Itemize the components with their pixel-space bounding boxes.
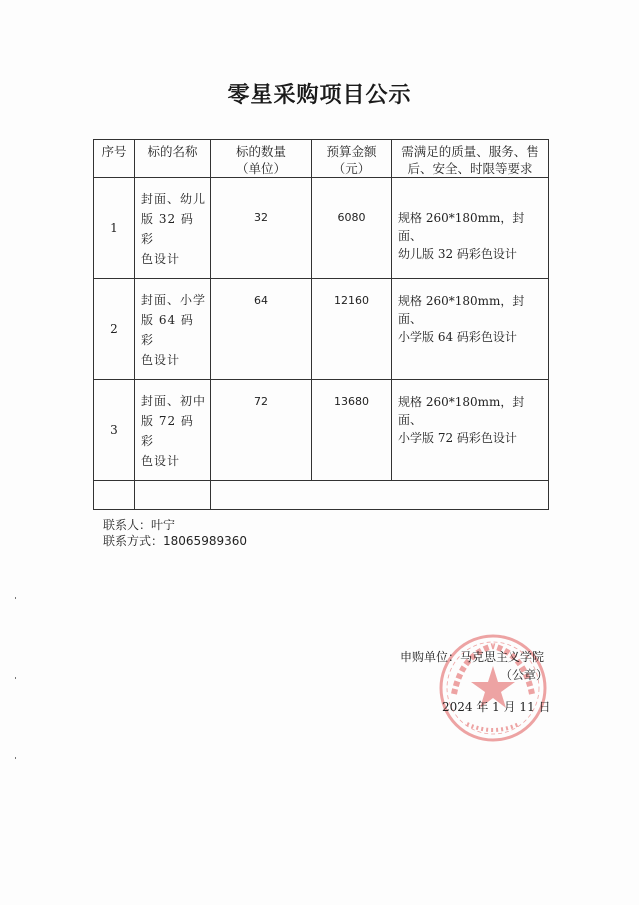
contact-person-name: 叶宁 [151, 518, 176, 532]
contact-person-label: 联系人： [103, 518, 152, 532]
row-requirements [392, 178, 549, 279]
header-requirements [392, 140, 549, 178]
row-budget: 6080 [312, 178, 392, 279]
row-item-name [135, 380, 211, 481]
item-name-line: 色设计 [141, 252, 181, 266]
row-requirements [392, 279, 549, 380]
table-row [94, 178, 549, 279]
table-row [94, 279, 549, 380]
header-requirements-line1: 需满足的质量、服务、售 [401, 144, 539, 159]
row-budget: 13680 [312, 380, 392, 481]
scan-mark [15, 757, 16, 759]
header-budget-line1: 预算金额 [326, 144, 377, 159]
row-budget: 12160 [312, 279, 392, 380]
seal-note: （公章） [500, 668, 549, 682]
requirement-line: 规格 260*180mm，封面、 [398, 294, 525, 326]
row-quantity: 72 [211, 380, 312, 481]
contact-phone-number: 18065989360 [163, 534, 247, 548]
header-quantity-line1: 标的数量 [235, 144, 286, 159]
procurement-table [93, 139, 549, 510]
header-quantity-line2: （单位） [235, 161, 286, 176]
row-index: 3 [94, 380, 135, 481]
row-item-name [135, 178, 211, 279]
header-quantity [211, 140, 312, 178]
contact-person [103, 516, 175, 533]
page-title: 零星采购项目公示 [227, 82, 412, 108]
row-quantity: 32 [211, 178, 312, 279]
scan-mark [15, 597, 16, 599]
item-name-line: 版 64 码彩 [141, 313, 194, 347]
purchaser-name: 马克思主义学院 [460, 650, 545, 664]
item-name-line: 色设计 [141, 353, 181, 367]
empty-merged-cell [211, 481, 549, 510]
table-footer-row [94, 481, 549, 510]
requirement-line: 幼儿版 32 码彩色设计 [398, 247, 517, 261]
header-budget [312, 140, 392, 178]
item-name-line: 色设计 [141, 454, 181, 468]
table-row [94, 380, 549, 481]
empty-cell [135, 481, 211, 510]
header-name: 标的名称 [135, 140, 211, 178]
header-index: 序号 [94, 140, 135, 178]
contact-phone-label: 联系方式： [103, 534, 164, 548]
row-index: 2 [94, 279, 135, 380]
item-name-line: 版 72 码彩 [141, 414, 194, 448]
purchaser-label: 申购单位： [400, 650, 461, 664]
table-header-row [94, 140, 549, 178]
row-item-name [135, 279, 211, 380]
item-name-line: 封面、小学 [141, 293, 207, 307]
empty-cell [94, 481, 135, 510]
contact-phone [103, 532, 247, 549]
signing-date: 2024 年 1 月 11 日 [442, 700, 551, 714]
row-requirements [392, 380, 549, 481]
purchaser-unit [400, 648, 544, 665]
requirement-line: 规格 260*180mm，封面、 [398, 211, 525, 243]
requirement-line: 小学版 72 码彩色设计 [398, 431, 517, 445]
item-name-line: 封面、幼儿 [141, 192, 207, 206]
item-name-line: 封面、初中 [141, 394, 207, 408]
requirement-line: 规格 260*180mm，封面、 [398, 395, 525, 427]
item-name-line: 版 32 码彩 [141, 212, 194, 246]
header-budget-line2: （元） [332, 161, 371, 176]
row-quantity: 64 [211, 279, 312, 380]
scan-mark [15, 677, 16, 679]
header-requirements-line2: 后、安全、时限等要求 [407, 161, 533, 176]
requirement-line: 小学版 64 码彩色设计 [398, 330, 517, 344]
row-index: 1 [94, 178, 135, 279]
